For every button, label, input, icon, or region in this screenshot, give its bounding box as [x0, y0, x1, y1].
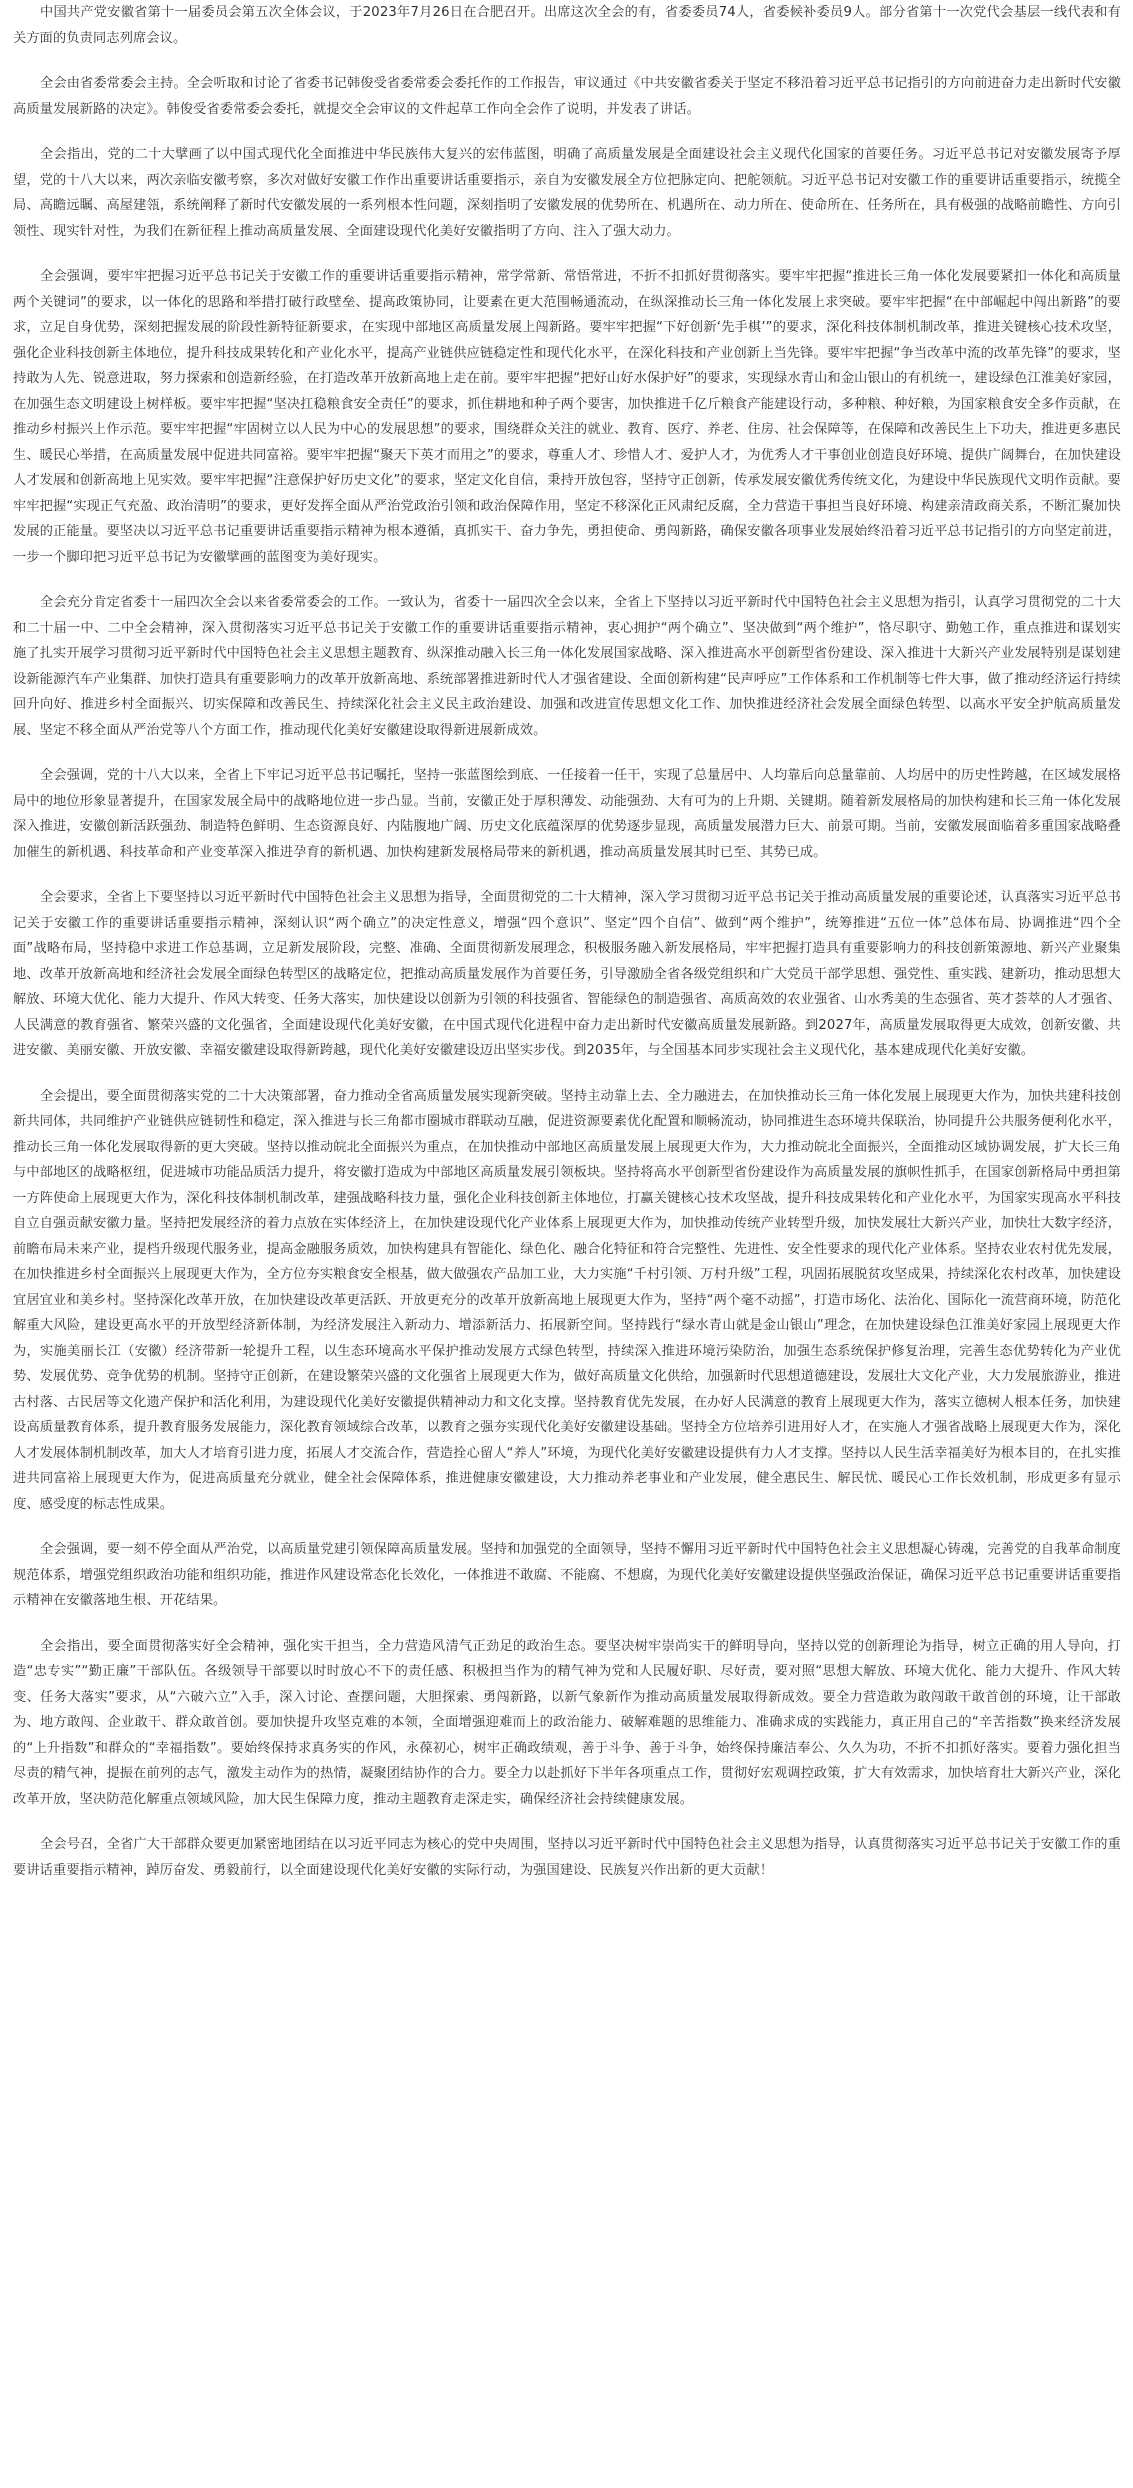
- paragraph-implementation: 全会指出，要全面贯彻落实好全会精神，强化实干担当，全力营造风清气正劲足的政治生态。要坚决树牢崇尚实干的鲜明导向，坚持以党的创新理论为指导，树立正确的用人导向，打造“忠专实”“勤正廉”干部队伍。各级领导干部要以时时放心不下的责任感、积极担当作为的精气神为党和人民履好职、尽好责，要对照“思想大解放、环境大优化、能力大提升、作风大转变、任务大落实”要求，从“六破六立”入手，深入讨论、查摆问题，大胆探索、勇闯新路，以新气象新作为推动高质量发展取得新成效。要全力营造敢为敢闯敢干敢首创的环境，让干部敢为、地方敢闯、企业敢干、群众敢首创。要加快提升攻坚克难的本领，全面增强迎难而上的政治能力、破解难题的思维能力、准确求成的实践能力，真正用自己的“辛苦指数”换来经济发展的“上升指数”和群众的“幸福指数”。要始终保持求真务实的作风，永葆初心，树牢正确政绩观，善于斗争、善于斗争，始终保持廉洁奉公、久久为功，不折不扣抓好落实。要着力强化担当尽责的精气神，提振在前列的志气，激发主动作为的热情，凝聚团结协作的合力。要全力以赴抓好下半年各项重点工作，贯彻好宏观调控政策，扩大有效需求，加快培育壮大新兴产业，深化改革开放，坚决防范化解重点领域风险，加大民生保障力度，推动主题教育走深走实，确保经济社会持续健康发展。: [13, 1638, 1121, 1807]
- paragraph-goals: 全会要求，全省上下要坚持以习近平新时代中国特色社会主义思想为指导，全面贯彻党的二十大精神，深入学习贯彻习近平总书记关于推动高质量发展的重要论述，认真落实习近平总书记关于安徽工作的重要讲话重要指示精神，深刻认识“两个确立”的决定性意义，增强“四个意识”、坚定“四个自信”、做到“两个维护”，统筹推进“五位一体”总体布局、协调推进“四个全面”战略布局，坚持稳中求进工作总基调，立足新发展阶段，完整、准确、全面贯彻新发展理念，积极服务融入新发展格局，牢牢把握打造具有重要影响力的科技创新策源地、新兴产业聚集地、改革开放新高地和经济社会发展全面绿色转型区的战略定位，把推动高质量发展作为首要任务，引导激励全省各级党组织和广大党员干部学思想、强党性、重实践、建新功，推动思想大解放、环境大优化、能力大提升、作风大转变、任务大落实，加快建设以创新为引领的科技强省、智能绿色的制造强省、高质高效的农业强省、山水秀美的生态强省、英才荟萃的人才强省、人民满意的教育强省、繁荣兴盛的文化强省，全面建设现代化美好安徽，在中国式现代化进程中奋力走出新时代安徽高质量发展新路。到2027年，高质量发展取得更大成效，创新安徽、共进安徽、美丽安徽、开放安徽、幸福安徽建设取得新跨越，现代化美好安徽建设迈出坚实步伐。到2035年，与全国基本同步实现社会主义现代化，基本建成现代化美好安徽。: [13, 890, 1121, 1058]
- paragraph-tasks: 全会提出，要全面贯彻落实党的二十大决策部署，奋力推动全省高质量发展实现新突破。坚持主动靠上去、全力融进去，在加快推动长三角一体化发展上展现更大作为，加快共建科技创新共同体，共同维护产业链供应链韧性和稳定，深入推进与长三角都市圈城市群联动互融，促进资源要素优化配置和顺畅流动，协同推进生态环境共保联治，协同提升公共服务便利化水平，推动长三角一体化发展取得新的更大突破。坚持以推动皖北全面振兴为重点，在加快推动中部地区高质量发展上展现更大作为，大力推动皖北全面振兴，全面推动区域协调发展，扩大长三角与中部地区的战略枢纽，促进城市功能品质活力提升，将安徽打造成为中部地区高质量发展引领板块。坚持将高水平创新型省份建设作为高质量发展的旗帜性抓手，在国家创新格局中勇担第一方阵使命上展现更大作为，深化科技体制机制改革，建强战略科技力量，强化企业科技创新主体地位，打赢关键核心技术攻坚战，提升科技成果转化和产业化水平，为国家实现高水平科技自立自强贡献安徽力量。坚持把发展经济的着力点放在实体经济上，在加快建设现代化产业体系上展现更大作为，加快推动传统产业转型升级，加快发展壮大新兴产业，加快壮大数字经济，前瞻布局未来产业，提档升级现代服务业，提高金融服务质效，加快构建具有智能化、绿色化、融合化特征和符合完整性、先进性、安全性要求的现代化产业体系。坚持农业农村优先发展，在加快推进乡村全面振兴上展现更大作为，全方位夯实粮食安全根基，做大做强农产品加工业，大力实施“千村引领、万村升级”工程，巩固拓展脱贫攻坚成果，持续深化农村改革，加快建设宜居宜业和美乡村。坚持深化改革开放，在加快建设改革更活跃、开放更充分的改革开放新高地上展现更大作为，坚持“两个毫不动摇”，打造市场化、法治化、国际化一流营商环境，防范化解重大风险，建设更高水平的开放型经济新体制，为经济发展注入新动力、增添新活力、拓展新空间。坚持践行“绿水青山就是金山银山”理念，在加快建设绿色江淮美好家园上展现更大作为，实施美丽长江（安徽）经济带新一轮提升工程，以生态环境高水平保护推动发展方式绿色转型，持续深入推进环境污染防治，加强生态系统保护修复治理，完善生态优势转化为产业优势、发展优势、竞争优势的机制。坚持守正创新，在建设繁荣兴盛的文化强省上展现更大作为，做好高质量文化供给，加强新时代思想道德建设，发展壮大文化产业，大力发展旅游业，推进古村落、古民居等文化遗产保护和活化利用，为建设现代化美好安徽提供精神动力和文化支撑。坚持教育优先发展，在办好人民满意的教育上展现更大作为，落实立德树人根本任务，加快建设高质量教育体系，提升教育服务发展能力，深化教育领域综合改革，以教育之强夯实现代化美好安徽建设基础。坚持全方位培养引进用好人才，在实施人才强省战略上展现更大作为，深化人才发展体制机制改革，加大人才培育引进力度，拓展人才交流合作，营造拴心留人“养人”环境，为现代化美好安徽建设提供有力人才支撑。坚持以人民生活幸福美好为根本目的，在扎实推进共同富裕上展现更大作为，促进高质量充分就业，健全社会保障体系，推进健康安徽建设，大力推动养老事业和产业发展，健全惠民生、解民忧、暖民心工作长效机制，形成更多有显示度、感受度的标志性成果。: [13, 1088, 1121, 1512]
- paragraph-party-governance: 全会强调，要一刻不停全面从严治党，以高质量党建引领保障高质量发展。坚持和加强党的全面领导，坚持不懈用习近平新时代中国特色社会主义思想凝心铸魂，完善党的自我革命制度规范体系，增强党组织政治功能和组织功能，推进作风建设常态化长效化，一体推进不敢腐、不能腐、不想腐，为现代化美好安徽建设提供坚强政治保证，确保习近平总书记重要讲话重要指示精神在安徽落地生根、开花结果。: [13, 1542, 1121, 1608]
- paragraph-meeting-intro: 中国共产党安徽省第十一届委员会第五次全体会议，于2023年7月26日在合肥召开。出席这次全会的有，省委委员74人，省委候补委员9人。部分省第十一次党代会基层一线代表和有关方面的负责同志列席会议。: [13, 5, 1121, 46]
- paragraph-guidance: 全会指出，党的二十大擘画了以中国式现代化全面推进中华民族伟大复兴的宏伟蓝图，明确了高质量发展是全面建设社会主义现代化国家的首要任务。习近平总书记对安徽发展寄予厚望，党的十八大以来，两次亲临安徽考察，多次对做好安徽工作作出重要讲话重要指示，亲自为安徽发展全方位把脉定向、把舵领航。习近平总书记对安徽工作的重要讲话重要指示，统揽全局、高瞻远瞩、高屋建瓴，系统阐释了新时代安徽发展的一系列根本性问题，深刻指明了安徽发展的优势所在、机遇所在、动力所在、使命所在、任务所在，具有极强的战略前瞻性、方向引领性、现实针对性，为我们在新征程上推动高质量发展、全面建设现代化美好安徽指明了方向、注入了强大动力。: [13, 147, 1121, 239]
- paragraph-requirements: 全会强调，要牢牢把握习近平总书记关于安徽工作的重要讲话重要指示精神，常学常新、常悟常进，不折不扣抓好贯彻落实。要牢牢把握“推进长三角一体化发展要紧扣一体化和高质量两个关键词”的要求，以一体化的思路和举措打破行政壁垒、提高政策协同，让要素在更大范围畅通流动，在纵深推动长三角一体化发展上求突破。要牢牢把握“在中部崛起中闯出新路”的要求，立足自身优势，深刻把握发展的阶段性新特征新要求，在实现中部地区高质量发展上闯新路。要牢牢把握“下好创新‘先手棋’”的要求，深化科技体制机制改革，推进关键核心技术攻坚，强化企业科技创新主体地位，提升科技成果转化和产业化水平，提高产业链供应链稳定性和现代化水平，在深化科技和产业创新上当先锋。要牢牢把握“争当改革中流的改革先锋”的要求，坚持敢为人先、锐意进取，努力探索和创造新经验，在打造改革开放新高地上走在前。要牢牢把握“把好山好水保护好”的要求，实现绿水青山和金山银山的有机统一，建设绿色江淮美好家园，在加强生态文明建设上树样板。要牢牢把握“坚决扛稳粮食安全责任”的要求，抓住耕地和种子两个要害，加快推进千亿斤粮食产能建设行动，多种粮、种好粮，为国家粮食安全多作贡献，在推动乡村振兴上作示范。要牢牢把握“牢固树立以人民为中心的发展思想”的要求，围绕群众关注的就业、教育、医疗、养老、住房、社会保障等，在保障和改善民生上下功夫，推进更多惠民生、暖民心举措，在高质量发展中促进共同富裕。要牢牢把握“聚天下英才而用之”的要求，尊重人才、珍惜人才、爱护人才，为优秀人才干事创业创造良好环境、提供广阔舞台，在加快建设人才发展和创新高地上见实效。要牢牢把握“注意保护好历史文化”的要求，坚定文化自信，秉持开放包容，坚持守正创新，传承发展安徽优秀传统文化，为建设中华民族现代文明作贡献。要牢牢把握“实现正气充盈、政治清明”的要求，更好发挥全面从严治党政治引领和政治保障作用，坚定不移深化正风肃纪反腐，全力营造干事担当良好环境、构建亲清政商关系，不断汇聚加快发展的正能量。要坚决以习近平总书记重要讲话重要指示精神为根本遵循，真抓实干、奋力争先，勇担使命、勇闯新路，确保安徽各项事业发展始终沿着习近平总书记指引的方向坚定前进，一步一个脚印把习近平总书记为安徽擘画的蓝图变为美好现实。: [13, 269, 1121, 565]
- paragraph-call-to-action: 全会号召，全省广大干部群众要更加紧密地团结在以习近平同志为核心的党中央周围，坚持以习近平新时代中国特色社会主义思想为指导，认真贯彻落实习近平总书记关于安徽工作的重要讲话重要指示精神，踔厉奋发、勇毅前行，以全面建设现代化美好安徽的实际行动，为强国建设、民族复兴作出新的更大贡献！: [13, 1837, 1121, 1878]
- paragraph-plenary-chair: 全会由省委常委会主持。全会听取和讨论了省委书记韩俊受省委常委会委托作的工作报告，审议通过《中共安徽省委关于坚定不移沿着习近平总书记指引的方向前进奋力走出新时代安徽高质量发展新路的决定》。韩俊受省委常委会委托，就提交全会审议的文件起草工作向全会作了说明，并发表了讲话。: [13, 76, 1121, 117]
- paragraph-work-review: 全会充分肯定省委十一届四次全会以来省委常委会的工作。一致认为，省委十一届四次全会以来，全省上下坚持以习近平新时代中国特色社会主义思想为指引，认真学习贯彻党的二十大和二十届一中、二中全会精神，深入贯彻落实习近平总书记关于安徽工作的重要讲话重要指示精神，衷心拥护“两个确立”、坚决做到“两个维护”，恪尽职守、勤勉工作，重点推进和谋划实施了扎实开展学习贯彻习近平新时代中国特色社会主义思想主题教育、纵深推动融入长三角一体化发展国家战略、深入推进高水平创新型省份建设、深入推进十大新兴产业发展特别是谋划建设新能源汽车产业集群、加快打造具有重要影响力的改革开放新高地、系统部署推进新时代人才强省建设、全面创新构建“民声呼应”工作体系和工作机制等七件大事，做了推动经济运行持续回升向好、推进乡村全面振兴、切实保障和改善民生、持续深化社会主义民主政治建设、加强和改进宣传思想文化工作、加快推进经济社会发展全面绿色转型、以高水平安全护航高质量发展、坚定不移全面从严治党等八个方面工作，推动现代化美好安徽建设取得新进展新成效。: [13, 595, 1121, 738]
- paragraph-development-stage: 全会强调，党的十八大以来，全省上下牢记习近平总书记嘱托，坚持一张蓝图绘到底、一任接着一任干，实现了总量居中、人均靠后向总量靠前、人均居中的历史性跨越，在区域发展格局中的地位形象显著提升，在国家发展全局中的战略地位进一步凸显。当前，安徽正处于厚积薄发、动能强劲、大有可为的上升期、关键期。随着新发展格局的加快构建和长三角一体化发展深入推进，安徽创新活跃强劲、制造特色鲜明、生态资源良好、内陆腹地广阔、历史文化底蕴深厚的优势逐步显现，高质量发展潜力巨大、前景可期。当前，安徽发展面临着多重国家战略叠加催生的新机遇、科技革命和产业变革深入推进孕育的新机遇、加快构建新发展格局带来的新机遇，推动高质量发展其时已至、其势已成。: [13, 768, 1121, 860]
